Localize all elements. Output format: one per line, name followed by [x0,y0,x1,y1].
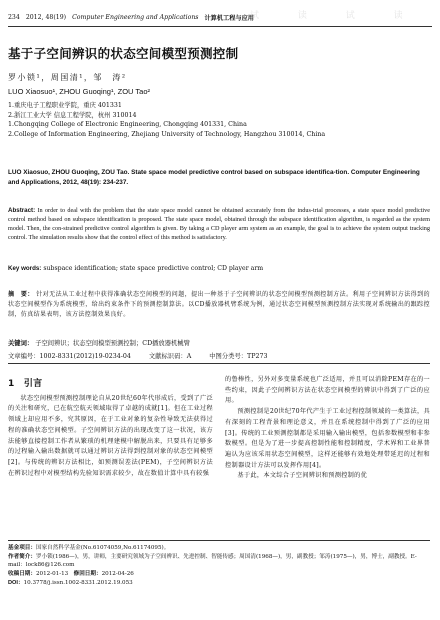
body-paragraph: 状态空间模型预测控制理论自从20世纪60年代形成后，受到了广泛的关注和研究，已在航空航天领域取得了卓越的成就[1]。但在工业过程领域上却应用不多，究其原因，在于工业对象的复杂性导致无法获得过程的准确状态空间模型。子空间辨识方法的出现改变了这一状况，该方法能够直接控制工作者从繁琐的机理建模中解脱出来，只要具有足够多的过程输入输出数据就可以通过辨识方法得到控制对象的状态空间模型[2]。与传统的辨识方法相比，如预测误差法(PEM)，子空间辨识方法在辨识过程中对模型结构先验知识需求较少，故在数值计算中具有较强 [8,394,213,477]
watermark: 试 读 试 读 [250,11,421,21]
running-header [8,10,432,27]
affiliation: 1.重庆电子工程职业学院，重庆 401331 [8,102,122,109]
journal-name-en: Computer Engineering and Applications [72,13,199,21]
abstract-text: In order to deal with the problem that the state space model cannot be obtained accurately from the indus-trial processes, a state space model predictive control method based on subspace identification is proposed. The state space model, obtained through the subspace identification algorithm, is regarded as the system model. Then, the con-strained predictive control algorithm is given. By taking a CD player arm system as an example, the goal is to achieve the system output tracking control. The simulation results show that the control effect of this method is satisfactory. [8,207,430,241]
abstract-cn [8,290,430,320]
body-paragraph: 预测控制是20世纪70年代产生于工业过程控制领域的一类算法，具有深刻的工程背景和理论意义，并且在系统控制中得到了广泛的应用[3]。传统的工业预测控制都是采用输入输出模型，包括参数模型和非参数模型。但是为了进一步提高控制性能和控制精度，学术界和工业界普遍认为应该采用状态空间模型，这样还能够有效地处理带延迟的过程和控制器设计方法可以发挥作用[4]。 [225,408,430,469]
doi-note: DOI：10.3778/j.issn.1002-8331.2012.19.053 [8,579,133,586]
authors-en: LUO Xiaosuo¹, ZHOU Guoqing¹, ZOU Tao² [8,87,150,96]
section-heading: 1 引言 [8,379,43,389]
affiliations [8,101,325,139]
abstract-cn-label: 摘 要： [8,292,34,298]
paper-title: 基于子空间辨识的状态空间模型预测控制 [8,46,239,61]
citation: LUO Xiaosuo, ZHOU Guoqing, ZOU Tao. State space model predictive control based on subspace identifica-tion. Computer Engineering and Applications, 2012, 48(19): 234-237. [8,169,420,186]
author-note: 作者简介：罗小锁(1986—)，男，讲师，主要研究领域为子空间辨识、先进控制、智能传感；周国清(1968—)，男，副教授；邹涛(1975—)，男，博士，副教授。E-mail：lock86@126.com [8,553,417,569]
fund-note: 基金项目：国家自然科学基金(No.61074059,No.61174095)。 [8,545,170,551]
article-number: 文章编号：1002-8331(2012)19-0234-04 [8,353,131,360]
abstract-cn-text: 针对无法从工业过程中获得准确状态空间模型的问题，提出一种基于子空间辨识的状态空间模型预测控制方法。利用子空间辨识方法得到的状态空间模型作为系统模型，给出约束条件下的预测控制算法。以CD播放器机臂系统为例，通过状态空间模型预测控制方法实现对系统输出的跟踪控制，仿真结果表明，该方法控制效果良好。 [8,291,430,318]
abstract-label: Abstract: [8,207,36,214]
document-code: 文献标识码：A [148,353,192,360]
keywords-cn-label: 关键词： [8,340,34,347]
journal-name-cn: 计算机工程与应用 [204,14,254,22]
issue-info: 2012, 48(19) [25,13,67,21]
authors-cn: 罗小锁¹，周国清¹，邹 涛² [8,73,127,82]
keywords-cn-text: 子空间辨识；状态空间模型预测控制；CD播放器机械臂 [35,340,190,347]
body-column-right [225,375,430,482]
affiliation: 2.浙江工业大学 信息工程学院，杭州 310014 [8,111,137,119]
affiliation: 1.Chongqing College of Electronic Engineering, Chongqing 401331, China [8,121,247,128]
affiliation: 2.College of Information Engineering, Zhejiang University of Technology, Hangzhou 310014, China [8,130,326,138]
article-meta [8,351,430,364]
keywords-label: Key words: [8,265,42,272]
keywords-cn [8,338,430,347]
body-paragraph: 的鲁棒性，另外对多变量系统也广泛适用，并且可以消除PEM存在的一些约束，因此子空间辨识方法在状态空间模型的辨识中得到了广泛的应用。 [225,376,430,405]
classification-code: 中图分类号：TP273 [209,353,268,360]
footnotes [8,540,430,588]
body-paragraph: 基于此，本文综合子空间辨识和预测控制的优 [237,472,368,480]
abstract-en [8,207,430,243]
keywords-en [8,265,430,272]
dates-note: 收稿日期：2012-01-13 修回日期：2012-04-26 [8,571,134,578]
body-column-left [8,375,213,479]
page-number: 234 [8,13,20,21]
keywords-text: subspace identification; state space predictive control; CD player arm [43,265,264,272]
